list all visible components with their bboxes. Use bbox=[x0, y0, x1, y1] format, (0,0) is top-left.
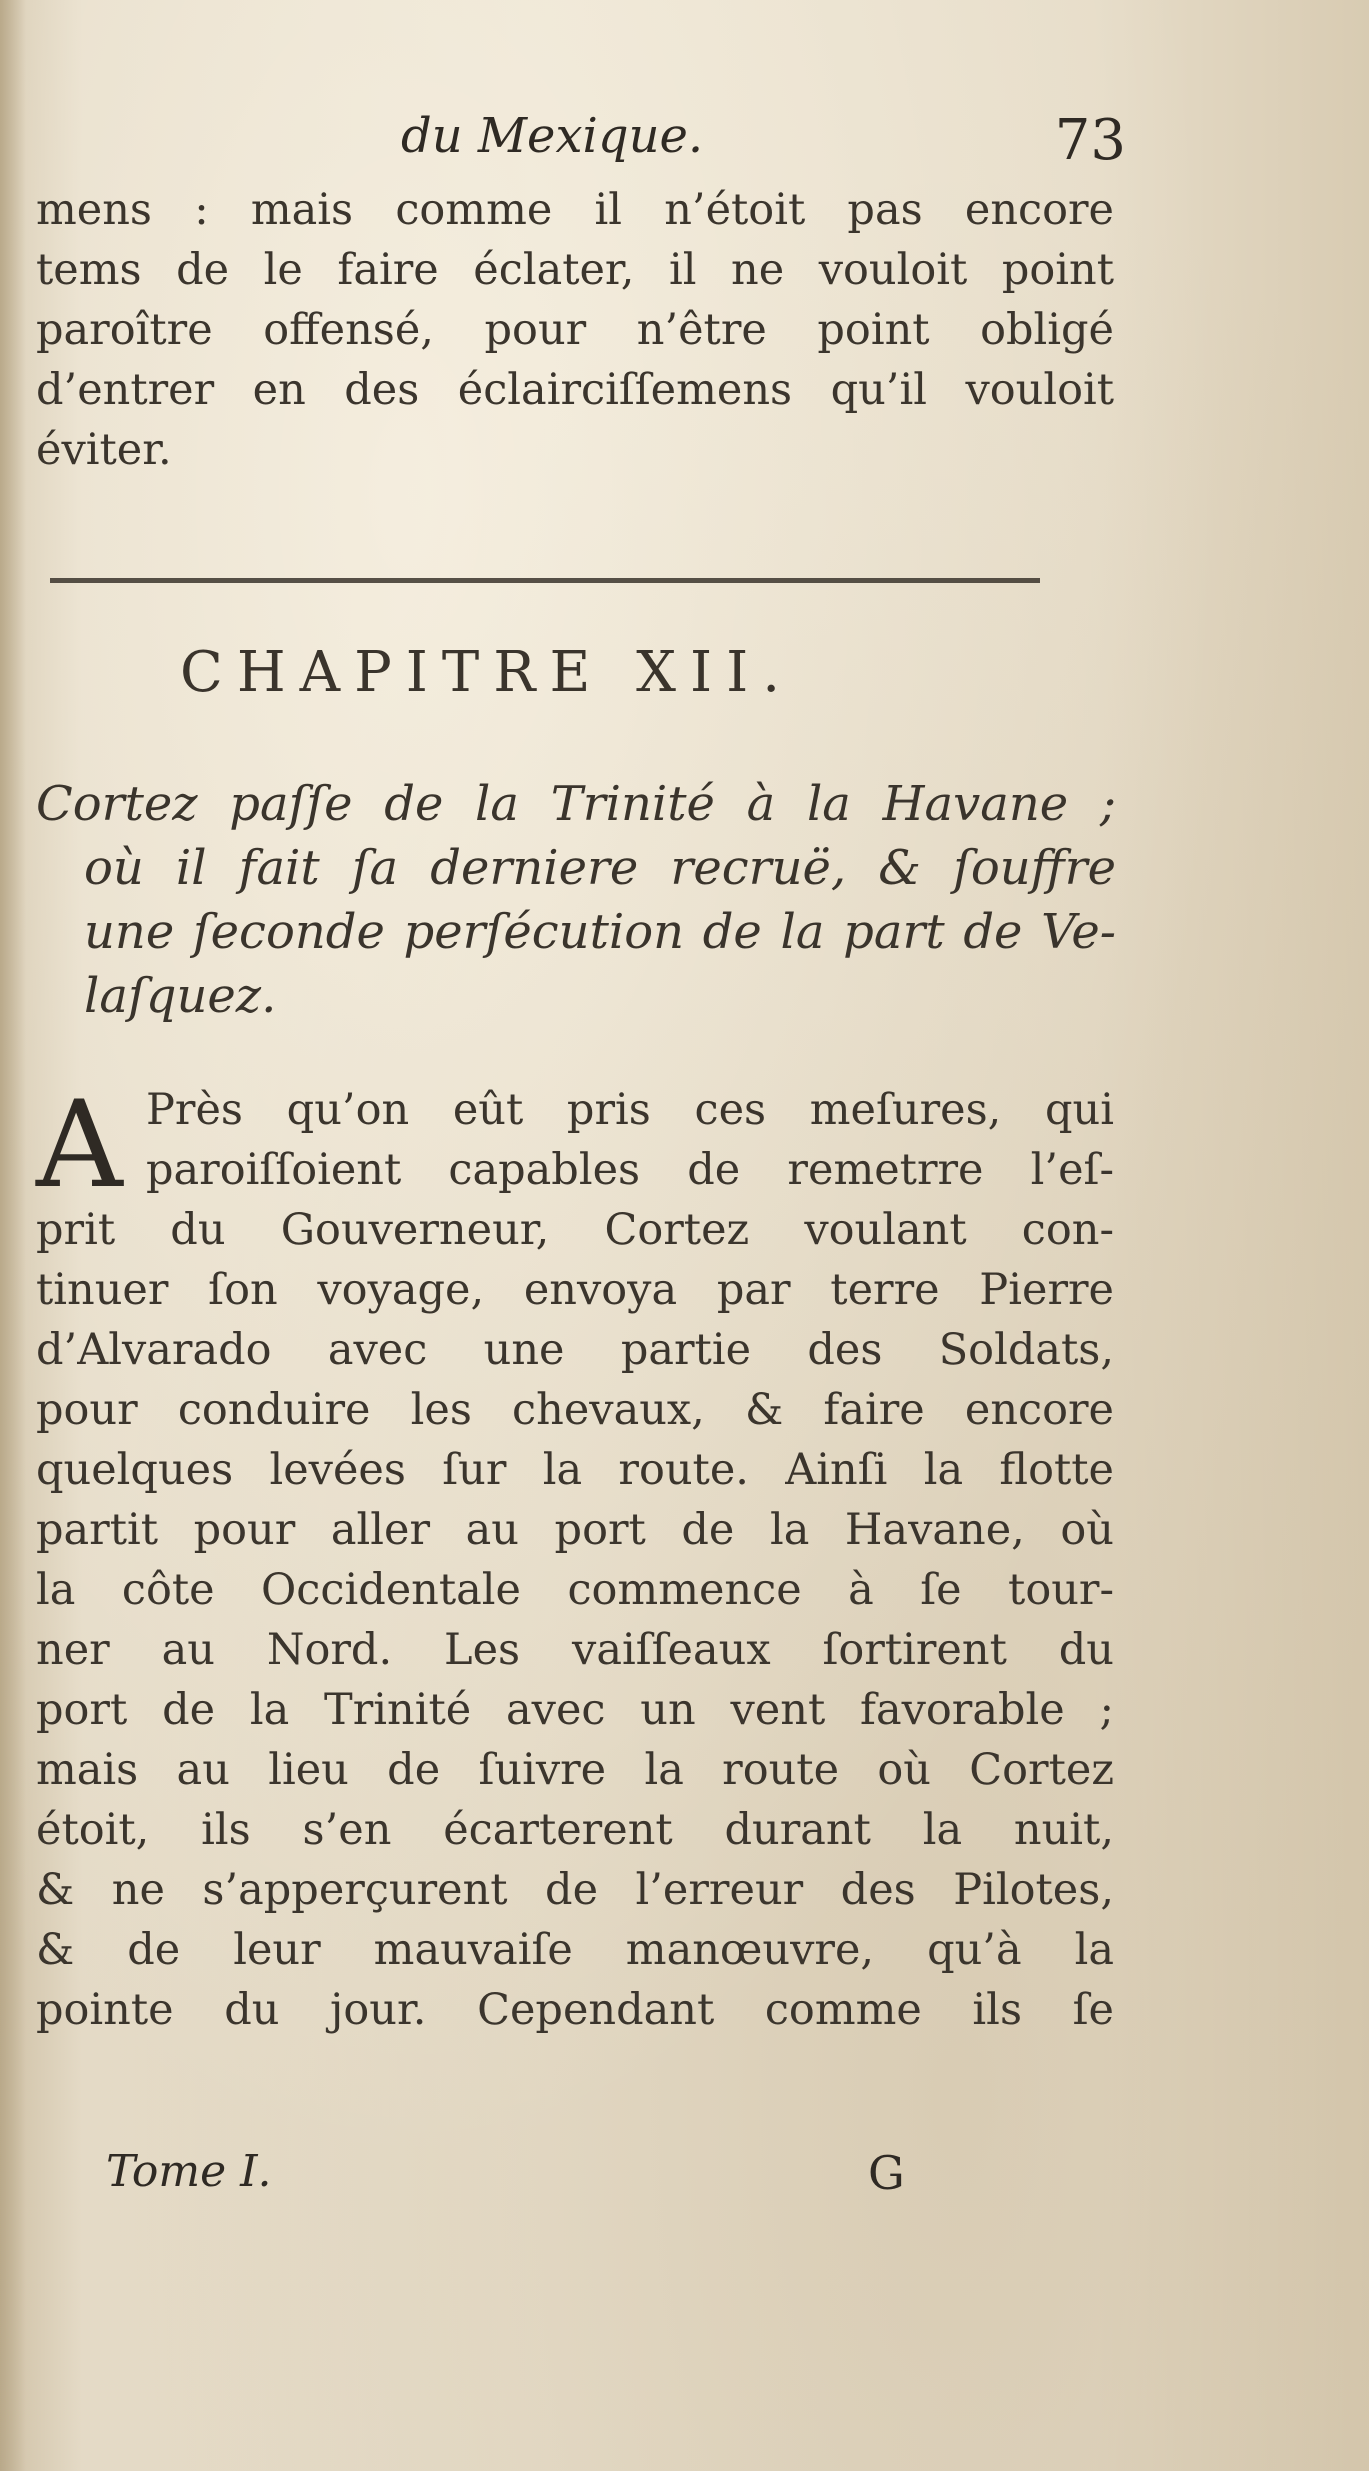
volume-label: Tome I. bbox=[106, 2146, 272, 2197]
text-line: paroiſſoient capables de remetrre l’eſ- bbox=[146, 1145, 1114, 1195]
text-line: mais au lieu de ſuivre la route où Cortez bbox=[36, 1745, 1114, 1795]
text-line: ner au Nord. Les vaiſſeaux ſortirent du bbox=[36, 1625, 1114, 1675]
chapter-rule bbox=[50, 578, 1040, 583]
text-line: & ne s’apperçurent de l’erreur des Pilotes, bbox=[36, 1865, 1114, 1915]
running-title: du Mexique. bbox=[401, 108, 704, 164]
text-line: Près qu’on eût pris ces meſures, qui bbox=[146, 1085, 1114, 1135]
text-line: pour conduire les chevaux, & faire encore bbox=[36, 1385, 1114, 1435]
text-line: paroître offensé, pour n’être point obligé bbox=[36, 305, 1114, 355]
chapter-argument bbox=[36, 772, 1116, 1028]
argument-line: Cortez paſſe de la Trinité à la Havane ; bbox=[36, 776, 1116, 832]
text-line: quelques levées ſur la route. Ainſi la flotte bbox=[36, 1445, 1114, 1495]
text-line: mens : mais comme il n’étoit pas encore bbox=[36, 185, 1114, 235]
text-line: la côte Occidentale commence à ſe tour- bbox=[36, 1565, 1114, 1615]
text-line: d’entrer en des éclairciſſemens qu’il vouloit bbox=[36, 365, 1114, 415]
page-number: 73 bbox=[1054, 108, 1126, 173]
text-line: pointe du jour. Cependant comme ils ſe bbox=[36, 1985, 1114, 2035]
argument-line: où il fait ſa derniere recruë, & ſouffre bbox=[84, 840, 1116, 896]
text-line: partit pour aller au port de la Havane, où bbox=[36, 1505, 1114, 1555]
page-footer bbox=[36, 2146, 1114, 2208]
text-line: étoit, ils s’en écarterent durant la nuit, bbox=[36, 1805, 1114, 1855]
continued-paragraph bbox=[36, 180, 1114, 480]
text-line: & de leur mauvaiſe manœuvre, qu’à la bbox=[36, 1925, 1114, 1975]
chapter-heading: CHAPITRE XII. bbox=[180, 640, 795, 705]
text-line: port de la Trinité avec un vent favorable ; bbox=[36, 1685, 1114, 1735]
text-line: prit du Gouverneur, Cortez voulant con- bbox=[36, 1205, 1114, 1255]
signature-mark: G bbox=[868, 2146, 905, 2200]
argument-line: laſquez. bbox=[84, 968, 277, 1024]
main-paragraph bbox=[36, 1076, 1114, 2040]
drop-cap: A bbox=[36, 1076, 123, 1215]
argument-line: une ſeconde perſécution de la part de Ve- bbox=[84, 904, 1116, 960]
text-line: tinuer ſon voyage, envoya par terre Pierre bbox=[36, 1265, 1114, 1315]
text-line: éviter. bbox=[36, 425, 172, 475]
running-header bbox=[36, 108, 1126, 178]
text-line: d’Alvarado avec une partie des Soldats, bbox=[36, 1325, 1114, 1375]
page-edge-shadow bbox=[0, 0, 26, 2471]
text-line: tems de le faire éclater, il ne vouloit point bbox=[36, 245, 1114, 295]
